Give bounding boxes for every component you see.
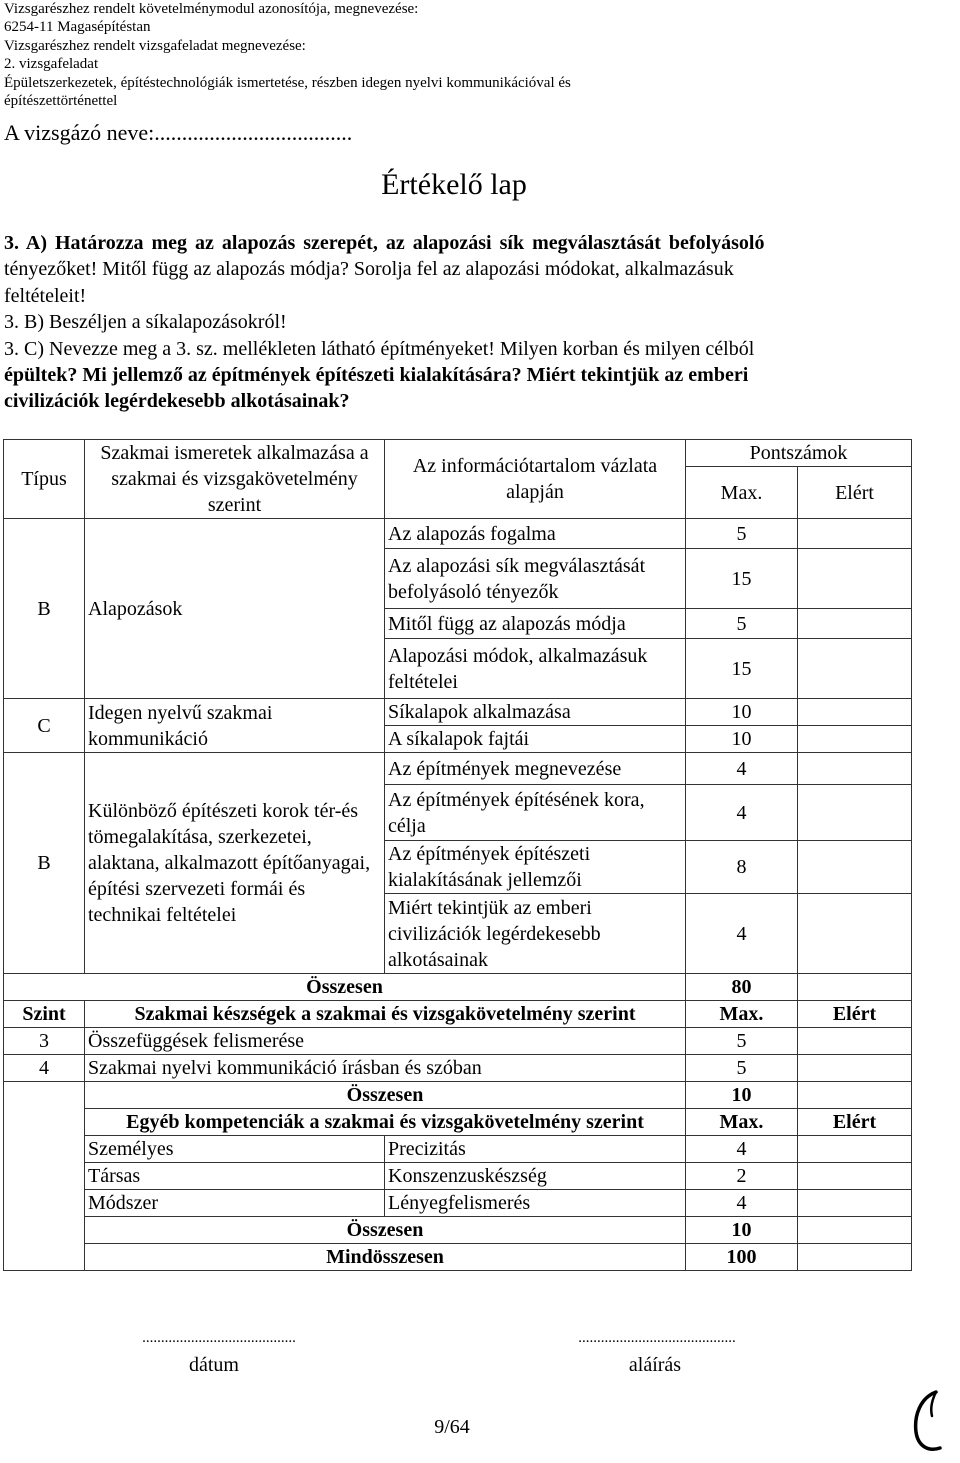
subtotal-achieved[interactable] bbox=[798, 974, 912, 1001]
skill-level: 3 bbox=[4, 1028, 85, 1055]
header-info: Az információtartalom vázlata alapján bbox=[385, 440, 686, 519]
item-max: 4 bbox=[686, 894, 798, 974]
skill-achieved[interactable] bbox=[798, 1055, 912, 1082]
item-text: Az építmények megnevezése bbox=[385, 753, 686, 785]
skill-max: 5 bbox=[686, 1055, 798, 1082]
publisher-logo-icon bbox=[906, 1386, 952, 1458]
header-line: 6254-11 Magasépítéstan bbox=[4, 19, 151, 36]
subtotal-max: 10 bbox=[686, 1217, 798, 1244]
header-knowledge: Szakmai ismeretek alkalmazása a szakmai és vizsgakövetelmény szerint bbox=[85, 440, 385, 519]
item-achieved[interactable] bbox=[798, 519, 912, 549]
row-type: B bbox=[4, 519, 85, 699]
other-text: Lényegfelismerés bbox=[385, 1190, 686, 1217]
item-text: Miért tekintjük az emberi civilizációk legérdekesebb alkotásainak bbox=[385, 894, 686, 974]
other-achieved-header: Elért bbox=[798, 1109, 912, 1136]
subtotal-label: Összesen bbox=[85, 1217, 686, 1244]
date-label: dátum bbox=[189, 1354, 239, 1376]
skill-max: 5 bbox=[686, 1028, 798, 1055]
skill-text: Szakmai nyelvi kommunikáció írásban és szóban bbox=[85, 1055, 686, 1082]
other-category: Társas bbox=[85, 1163, 385, 1190]
exam-questions bbox=[4, 230, 906, 415]
question-line: feltételeit! bbox=[4, 284, 87, 307]
other-max: 2 bbox=[686, 1163, 798, 1190]
subtotal-achieved[interactable] bbox=[798, 1217, 912, 1244]
item-achieved[interactable] bbox=[798, 894, 912, 974]
item-achieved[interactable] bbox=[798, 841, 912, 894]
question-line: épültek? Mi jellemző az építmények építészeti kialakítására? Miért tekintjük az emberi bbox=[4, 364, 749, 387]
other-title: Egyéb kompetenciák a szakmai és vizsgakövetelmény szerint bbox=[85, 1109, 686, 1136]
item-max: 5 bbox=[686, 609, 798, 639]
other-text: Precizitás bbox=[385, 1136, 686, 1163]
header-type: Típus bbox=[4, 440, 85, 519]
skills-title: Szakmai készségek a szakmai és vizsgakövetelmény szerint bbox=[85, 1001, 686, 1028]
skill-text: Összefüggések felismerése bbox=[85, 1028, 686, 1055]
item-achieved[interactable] bbox=[798, 785, 912, 841]
other-max-header: Max. bbox=[686, 1109, 798, 1136]
other-category: Személyes bbox=[85, 1136, 385, 1163]
subtotal-achieved[interactable] bbox=[798, 1082, 912, 1109]
item-achieved[interactable] bbox=[798, 753, 912, 785]
item-text: Mitől függ az alapozás módja bbox=[385, 609, 686, 639]
grand-total-label: Mindösszesen bbox=[85, 1244, 686, 1271]
item-max: 10 bbox=[686, 699, 798, 726]
row-type: C bbox=[4, 699, 85, 753]
skill-level: 4 bbox=[4, 1055, 85, 1082]
subtotal-max: 80 bbox=[686, 974, 798, 1001]
header-line: Vizsgarészhez rendelt vizsgafeladat megnevezése: bbox=[4, 37, 306, 54]
row-type: B bbox=[4, 753, 85, 974]
item-text: A síkalapok fajtái bbox=[385, 726, 686, 753]
item-max: 5 bbox=[686, 519, 798, 549]
item-text: Az alapozási sík megválasztását befolyásoló tényezők bbox=[385, 549, 686, 609]
header-line: Épületszerkezetek, építéstechnológiák ismertetése, részben idegen nyelvi kommunikációval és bbox=[4, 74, 571, 91]
grand-total-achieved[interactable] bbox=[798, 1244, 912, 1271]
skills-max-header: Max. bbox=[686, 1001, 798, 1028]
other-achieved[interactable] bbox=[798, 1190, 912, 1217]
date-dots: ......................................... bbox=[142, 1330, 296, 1346]
other-achieved[interactable] bbox=[798, 1136, 912, 1163]
row-topic: Különböző építészeti korok tér-és tömegalakítása, szerkezetei, alaktana, alkalmazott építőanyagai, építési szervezeti formái és technikai feltételei bbox=[85, 753, 385, 974]
page-number: 9/64 bbox=[434, 1416, 470, 1438]
grand-total-max: 100 bbox=[686, 1244, 798, 1271]
item-achieved[interactable] bbox=[798, 549, 912, 609]
row-topic: Alapozások bbox=[85, 519, 385, 699]
subtotal-label: Összesen bbox=[85, 1082, 686, 1109]
item-text: Síkalapok alkalmazása bbox=[385, 699, 686, 726]
question-line: tényezőket! Mitől függ az alapozás módja? Sorolja fel az alapozási módokat, alkalmazásuk bbox=[4, 258, 734, 281]
header-line: 2. vizsgafeladat bbox=[4, 56, 99, 73]
item-max: 4 bbox=[686, 753, 798, 785]
page-title: Értékelő lap bbox=[381, 168, 527, 201]
item-text: Az építmények építészeti kialakításának jellemzői bbox=[385, 841, 686, 894]
skills-achieved-header: Elért bbox=[798, 1001, 912, 1028]
other-max: 4 bbox=[686, 1190, 798, 1217]
skills-level-header: Szint bbox=[4, 1001, 85, 1028]
signature-dots: .......................................... bbox=[578, 1330, 736, 1346]
item-text: Alapozási módok, alkalmazásuk feltételei bbox=[385, 639, 686, 699]
question-line: 3. A) Határozza meg az alapozás szerepét, az alapozási sík megválasztását befolyásoló bbox=[4, 232, 765, 254]
header-max: Max. bbox=[686, 467, 798, 519]
subtotal-label: Összesen bbox=[4, 974, 686, 1001]
other-max: 4 bbox=[686, 1136, 798, 1163]
item-max: 15 bbox=[686, 549, 798, 609]
item-achieved[interactable] bbox=[798, 699, 912, 726]
header-line: építészettörténettel bbox=[4, 93, 118, 110]
document-header bbox=[4, 0, 571, 110]
item-max: 15 bbox=[686, 639, 798, 699]
other-achieved[interactable] bbox=[798, 1163, 912, 1190]
header-points: Pontszámok bbox=[686, 440, 912, 467]
item-max: 10 bbox=[686, 726, 798, 753]
question-line: civilizációk legérdekesebb alkotásainak? bbox=[4, 390, 350, 413]
examinee-name-field: A vizsgázó neve:.................................... bbox=[4, 120, 353, 145]
item-text: Az építmények építésének kora, célja bbox=[385, 785, 686, 841]
header-line: Vizsgarészhez rendelt követelménymodul azonosítója, megnevezése: bbox=[4, 1, 419, 17]
question-line: 3. C) Nevezze meg a 3. sz. mellékleten látható építményeket! Milyen korban és milyen célból bbox=[4, 337, 755, 360]
header-achieved: Elért bbox=[798, 467, 912, 519]
item-max: 8 bbox=[686, 841, 798, 894]
item-text: Az alapozás fogalma bbox=[385, 519, 686, 549]
evaluation-table bbox=[3, 439, 912, 1271]
item-achieved[interactable] bbox=[798, 609, 912, 639]
other-text: Konszenzuskészség bbox=[385, 1163, 686, 1190]
signature-label: aláírás bbox=[628, 1354, 682, 1376]
skill-achieved[interactable] bbox=[798, 1028, 912, 1055]
row-topic: Idegen nyelvű szakmai kommunikáció bbox=[85, 699, 385, 753]
subtotal-max: 10 bbox=[686, 1082, 798, 1109]
question-line: 3. B) Beszéljen a síkalapozásokról! bbox=[4, 311, 287, 334]
item-achieved[interactable] bbox=[798, 639, 912, 699]
item-max: 4 bbox=[686, 785, 798, 841]
other-category: Módszer bbox=[85, 1190, 385, 1217]
item-achieved[interactable] bbox=[798, 726, 912, 753]
